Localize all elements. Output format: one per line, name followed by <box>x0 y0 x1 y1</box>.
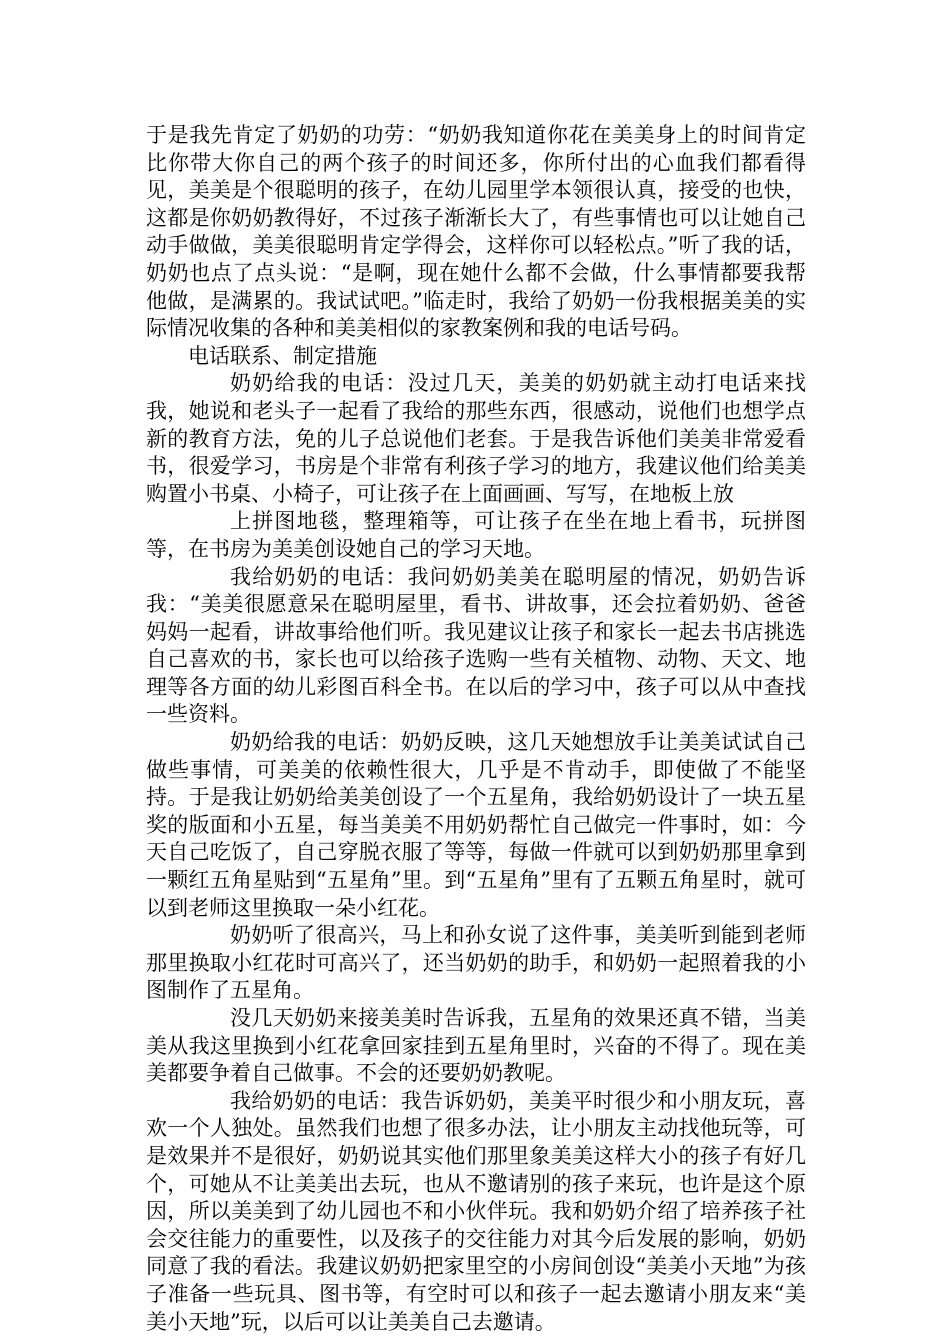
document-page <box>146 122 806 1336</box>
paragraph-study-corner: 上拼图地毯，整理箱等，可让孩子在坐在地上看书，玩拼图等，在书房为美美创设她自己的学习天地。 <box>146 509 806 561</box>
paragraph-praise-grandma: 于是我先肯定了奶奶的功劳：“奶奶我知道你花在美美身上的时间肯定比你带大你自己的两个孩子的时间还多，你所付出的心血我们都看得见，美美是个很聪明的孩子，在幼儿园里学本领很认真，接受的也快，这都是你奶奶教得好，不过孩子渐渐长大了，有些事情也可以让她自己动手做做，美美很聪明肯定学得会，这样你可以轻松点。”听了我的话，奶奶也点了点头说：“是啊，现在她什么都不会做，什么事情都要我帮他做，是满累的。我试试吧。”临走时，我给了奶奶一份我根据美美的实际情况收集的各种和美美相似的家教案例和我的电话号码。 <box>146 123 806 341</box>
paragraph-social-skills: 我给奶奶的电话：我告诉奶奶，美美平时很少和小朋友玩，喜欢一个人独处。虽然我们也想了很多办法，让小朋友主动找他玩等，可是效果并不是很好，奶奶说其实他们那里象美美这样大小的孩子有好几个，可她从不让美美出去玩，也从不邀请别的孩子来玩，也许是这个原因，所以美美到了幼儿园也不和小伙伴玩。我和奶奶介绍了培养孩子社会交往能力的重要性，以及孩子的交往能力对其今后发展的影响，奶奶同意了我的看法。我建议奶奶把家里空的小房间创设“美美小天地”为孩子准备一些玩具、图书等，有空时可以和孩子一起去邀请小朋友来“美美小天地”玩，以后可以让美美自己去邀请。 <box>146 1088 806 1334</box>
section-heading-phone-contact: 电话联系、制定措施 <box>188 343 377 368</box>
paragraph-grandma-happy: 奶奶听了很高兴，马上和孙女说了这件事，美美听到能到老师那里换取小红花时可高兴了，还当奶奶的助手，和奶奶一起照着我的小图制作了五星角。 <box>146 923 806 1003</box>
paragraph-star-effect: 没几天奶奶来接美美时告诉我，五星角的效果还真不错，当美美从我这里换到小红花拿回家挂到五星角里时，兴奋的不得了。现在美美都要争着自己做事。不会的还要奶奶教呢。 <box>146 1006 806 1086</box>
paragraph-smart-room-call: 我给奶奶的电话：我问奶奶美美在聪明屋的情况，奶奶告诉我：“美美很愿意呆在聪明屋里，看书、讲故事，还会拉着奶奶、爸爸妈妈一起看，讲故事给他们听。我见建议让孩子和家长一起去书店挑选自己喜欢的书，家长也可以给孩子选购一些有关植物、动物、天文、地理等各方面的幼儿彩图百科全书。在以后的学习中，孩子可以从中查找一些资料。 <box>146 564 806 727</box>
paragraph-first-call: 奶奶给我的电话：没过几天，美美的奶奶就主动打电话来找我，她说和老头子一起看了我给的那些东西，很感动，说他们也想学点新的教育方法，免的儿子总说他们老套。于是我告诉他们美美非常爱看书，很爱学习，书房是个非常有利孩子学习的地方，我建议他们给美美购置小书桌、小椅子，可让孩子在上面画画、写写，在地板上放 <box>146 371 806 506</box>
paragraph-five-star-corner: 奶奶给我的电话：奶奶反映，这几天她想放手让美美试试自己做些事情，可美美的依赖性很大，几乎是不肯动手，即使做了不能坚持。于是我让奶奶给美美创设了一个五星角，我给奶奶设计了一块五星奖的版面和小五星，每当美美不用奶奶帮忙自己做完一件事时，如：今天自己吃饭了，自己穿脱衣服了等等，每做一件就可以到奶奶那里拿到一颗红五角星贴到“五星角”里。到“五星角”里有了五颗五角星时，就可以到老师这里换取一朵小红花。 <box>146 730 806 920</box>
